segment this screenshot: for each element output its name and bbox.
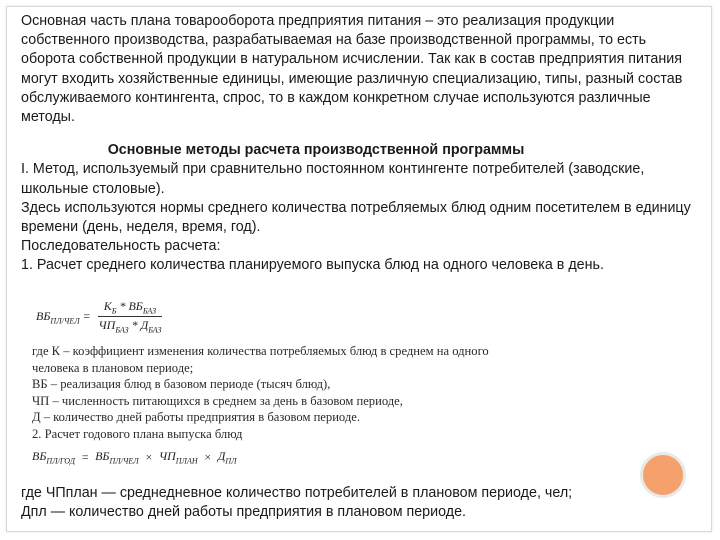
formula-legend bbox=[32, 343, 512, 443]
bottom-notes bbox=[21, 484, 681, 522]
formula2-term: $Д_{ПЛ}$ bbox=[217, 449, 237, 466]
legend-line: ВБ – реализация блюд в базовом периоде (тысяч блюд), bbox=[32, 377, 331, 392]
bottom-line: Дпл — количество дней работы предприятия в плановом периоде. bbox=[21, 504, 467, 521]
intro-paragraph: Основная часть плана товарооборота предприятия питания – это реализация продукции собственного производства, разрабатываемая на базе производственной программы, то есть оборота собственной продукции в натуральном исчислении. Так как в состав предприятия питания могут входить хозяйственные единицы, имеющие различную специализацию, типы, разный состав обслуживаемого контингента, спрос, то в каждом конкретном случае используются различные методы. bbox=[21, 13, 683, 126]
formula2-term: $ЧП_{ПЛАН}$ bbox=[158, 449, 198, 466]
bottom-line: где ЧПплан — среднедневное количество потребителей в плановом периоде, чел; bbox=[21, 485, 573, 501]
legend-line: ЧП – численность питающихся в среднем за день в базовом периоде, bbox=[32, 393, 403, 408]
formula-lhs: $ВБ_{ПЛ/ЧЕЛ}$ bbox=[36, 308, 80, 326]
formula-denominator: $ЧП_{БАЗ} * Д_{БАЗ}$ bbox=[98, 318, 162, 335]
formula-annual-output bbox=[32, 449, 237, 465]
formula-daily-output bbox=[36, 299, 162, 335]
formula2-lhs: $ВБ_{ПЛ/ГОД}$ bbox=[32, 449, 75, 466]
slide-content bbox=[21, 12, 701, 276]
legend-line: 2. Расчет годового плана выпуска блюд bbox=[32, 426, 243, 441]
formula-equals: = bbox=[79, 309, 94, 324]
method-line: Здесь используются нормы среднего количества потребляемых блюд одним посетителем в единицу времени (день, неделя, время, год). bbox=[21, 199, 691, 236]
formula-fraction bbox=[98, 299, 162, 335]
formula2-equals: = bbox=[80, 449, 90, 464]
formula-numerator: $К_Б * ВБ_{БАЗ}$ bbox=[98, 299, 162, 317]
section-heading: Основные методы расчета производственной программы bbox=[107, 142, 525, 159]
method-line: 1. Расчет среднего количества планируемого выпуска блюд на одного человека в день. bbox=[21, 257, 604, 274]
method-line: Последовательность расчета: bbox=[21, 238, 221, 255]
legend-line: Д – количество дней работы предприятия в базовом периоде. bbox=[32, 410, 361, 425]
legend-line: где К – коэффициент изменения количества потребляемых блюд в среднем на одного человека в плановом периоде; bbox=[32, 344, 489, 375]
formula2-times: × bbox=[144, 449, 153, 464]
formula2-term: $ВБ_{ПЛ/ЧЕЛ}$ bbox=[95, 449, 139, 466]
formula2-times: × bbox=[203, 449, 212, 464]
method-line: I. Метод, используемый при сравнительно постоянном контингенте потребителей (заводские, школьные столовые). bbox=[21, 161, 645, 197]
decorative-circle-icon bbox=[640, 452, 686, 498]
